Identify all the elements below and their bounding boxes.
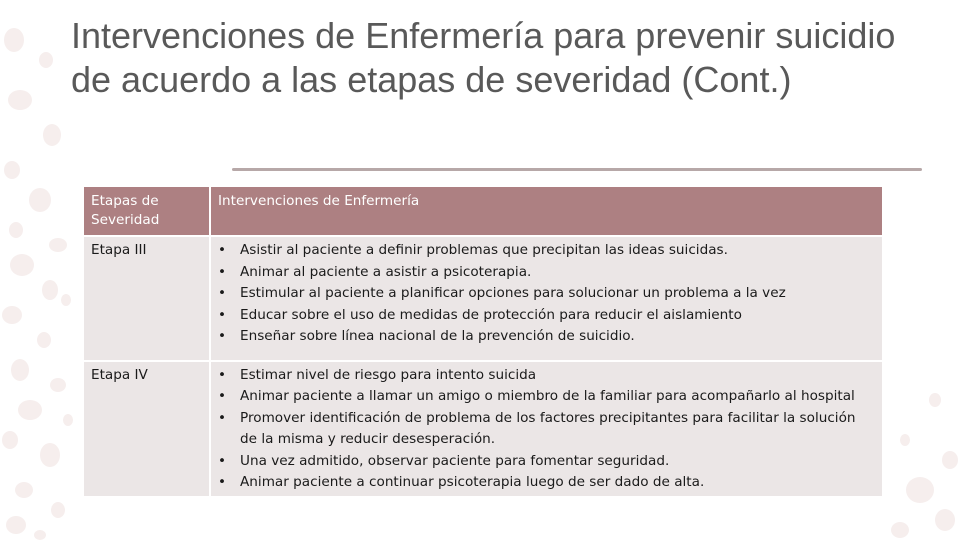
list-item: • Educar sobre el uso de medidas de protección para reducir el aislamiento (218, 305, 875, 327)
list-item: • Asistir al paciente a definir problemas que precipitan las ideas suicidas. (218, 240, 875, 262)
list-item: • Una vez admitido, observar paciente para fomentar seguridad. (218, 451, 875, 473)
list-item: • Animar paciente a continuar psicoterapia luego de ser dado de alta. (218, 472, 875, 494)
header-severity-stages: Etapas de Severidad (83, 186, 210, 236)
list-item: • Estimular al paciente a planificar opciones para solucionar un problema a la vez (218, 283, 875, 305)
table-header-row (83, 186, 883, 236)
title-divider (232, 168, 922, 171)
list-item: • Enseñar sobre línea nacional de la prevención de suicidio. (218, 326, 875, 348)
interventions-cell (210, 236, 883, 361)
list-item: • Animar paciente a llamar un amigo o miembro de la familiar para acompañarlo al hospital (218, 386, 875, 408)
list-item: • Promover identificación de problema de los factores precipitantes para facilitar la solución de la misma y reducir desesperación. (218, 408, 875, 451)
stage-label: Etapa III (83, 236, 210, 361)
interventions-cell (210, 361, 883, 497)
header-nursing-interventions: Intervenciones de Enfermería (210, 186, 883, 236)
table-row (83, 361, 883, 497)
interventions-table (82, 185, 884, 498)
interventions-list (218, 365, 875, 494)
table-row (83, 236, 883, 361)
interventions-list (218, 240, 875, 348)
slide-title: Intervenciones de Enfermería para prevenir suicidio de acuerdo a las etapas de severidad (Cont.) (71, 15, 896, 100)
list-item: • Animar al paciente a asistir a psicoterapia. (218, 262, 875, 284)
list-item: • Estimar nivel de riesgo para intento suicida (218, 365, 875, 387)
stage-label: Etapa IV (83, 361, 210, 497)
